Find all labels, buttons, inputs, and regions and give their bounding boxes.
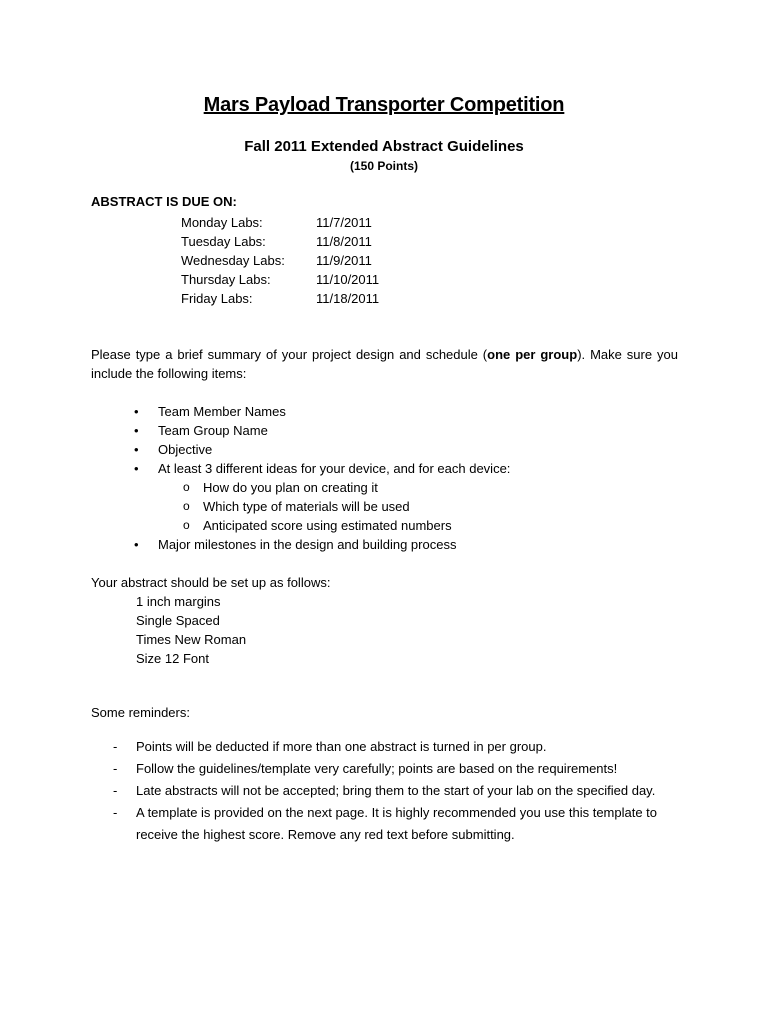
due-row: [181, 270, 379, 289]
page-subtitle: Fall 2011 Extended Abstract Guidelines: [244, 138, 524, 155]
due-date: 11/10/2011: [316, 272, 380, 287]
due-row: [181, 213, 379, 232]
setup-item: Size 12 Font: [136, 651, 209, 666]
due-date: 11/18/2011: [316, 291, 380, 306]
due-day: Wednesday Labs:: [181, 253, 285, 268]
setup-item: 1 inch margins: [136, 594, 221, 609]
circle-bullet-icon: o: [183, 480, 190, 494]
intro-text: ). Make sure you include the following items:: [91, 347, 678, 381]
circle-bullet-icon: o: [183, 518, 190, 532]
bullet-icon: •: [134, 461, 139, 476]
bullet-icon: •: [134, 442, 139, 457]
list-item-text: Major milestones in the design and building process: [158, 537, 457, 552]
due-row: [181, 289, 379, 308]
list-item-text: Objective: [158, 442, 213, 457]
setup-item: Single Spaced: [136, 613, 220, 628]
intro-bold-text: one per group: [487, 347, 578, 362]
due-heading: ABSTRACT IS DUE ON:: [91, 194, 237, 209]
due-day: Friday Labs:: [181, 291, 253, 306]
reminder-text: Late abstracts will not be accepted; bring them to the start of your lab on the specified day.: [136, 783, 656, 798]
reminder-text: Points will be deducted if more than one abstract is turned in per group.: [136, 739, 547, 754]
dash-bullet-icon: -: [113, 739, 118, 754]
reminder-item: [91, 736, 678, 758]
bullet-icon: •: [134, 423, 139, 438]
page-title: Mars Payload Transporter Competition: [203, 94, 565, 116]
reminder-text: A template is provided on the next page. It is highly recommended you use this template to receive the highest score. Remove any red text before submitting.: [136, 805, 658, 842]
bullet-icon: •: [134, 537, 139, 552]
sub-list-item-text: Which type of materials will be used: [203, 499, 410, 514]
reminders-heading: Some reminders:: [91, 705, 190, 720]
due-row: [181, 232, 379, 251]
reminders-list: [91, 736, 678, 846]
intro-text: Please type a brief summary of your project design and schedule (: [91, 347, 488, 362]
due-date-table: [181, 213, 379, 308]
dash-bullet-icon: -: [113, 761, 118, 776]
list-item-text: Team Group Name: [158, 423, 268, 438]
dash-bullet-icon: -: [113, 783, 118, 798]
due-date: 11/7/2011: [316, 215, 372, 230]
reminder-item: [91, 802, 678, 846]
reminder-item: [91, 780, 678, 802]
setup-list: [136, 592, 246, 668]
sub-list-item-text: How do you plan on creating it: [203, 480, 378, 495]
due-date: 11/9/2011: [316, 253, 372, 268]
points-label: (150 Points): [349, 159, 418, 173]
due-date: 11/8/2011: [316, 234, 372, 249]
reminder-text: Follow the guidelines/template very carefully; points are based on the requirements!: [136, 761, 618, 776]
list-item-text: At least 3 different ideas for your device, and for each device:: [158, 461, 511, 476]
due-day: Thursday Labs:: [181, 272, 271, 287]
dash-bullet-icon: -: [113, 805, 118, 820]
circle-bullet-icon: o: [183, 499, 190, 513]
due-row: [181, 251, 379, 270]
due-day: Monday Labs:: [181, 215, 263, 230]
due-day: Tuesday Labs:: [181, 234, 266, 249]
list-item-text: Team Member Names: [158, 404, 286, 419]
sub-list-item-text: Anticipated score using estimated numbers: [203, 518, 452, 533]
setup-heading: Your abstract should be set up as follows:: [91, 575, 331, 590]
intro-paragraph: [91, 345, 678, 383]
reminder-item: [91, 758, 678, 780]
bullet-icon: •: [134, 404, 139, 419]
setup-item: Times New Roman: [136, 632, 247, 647]
